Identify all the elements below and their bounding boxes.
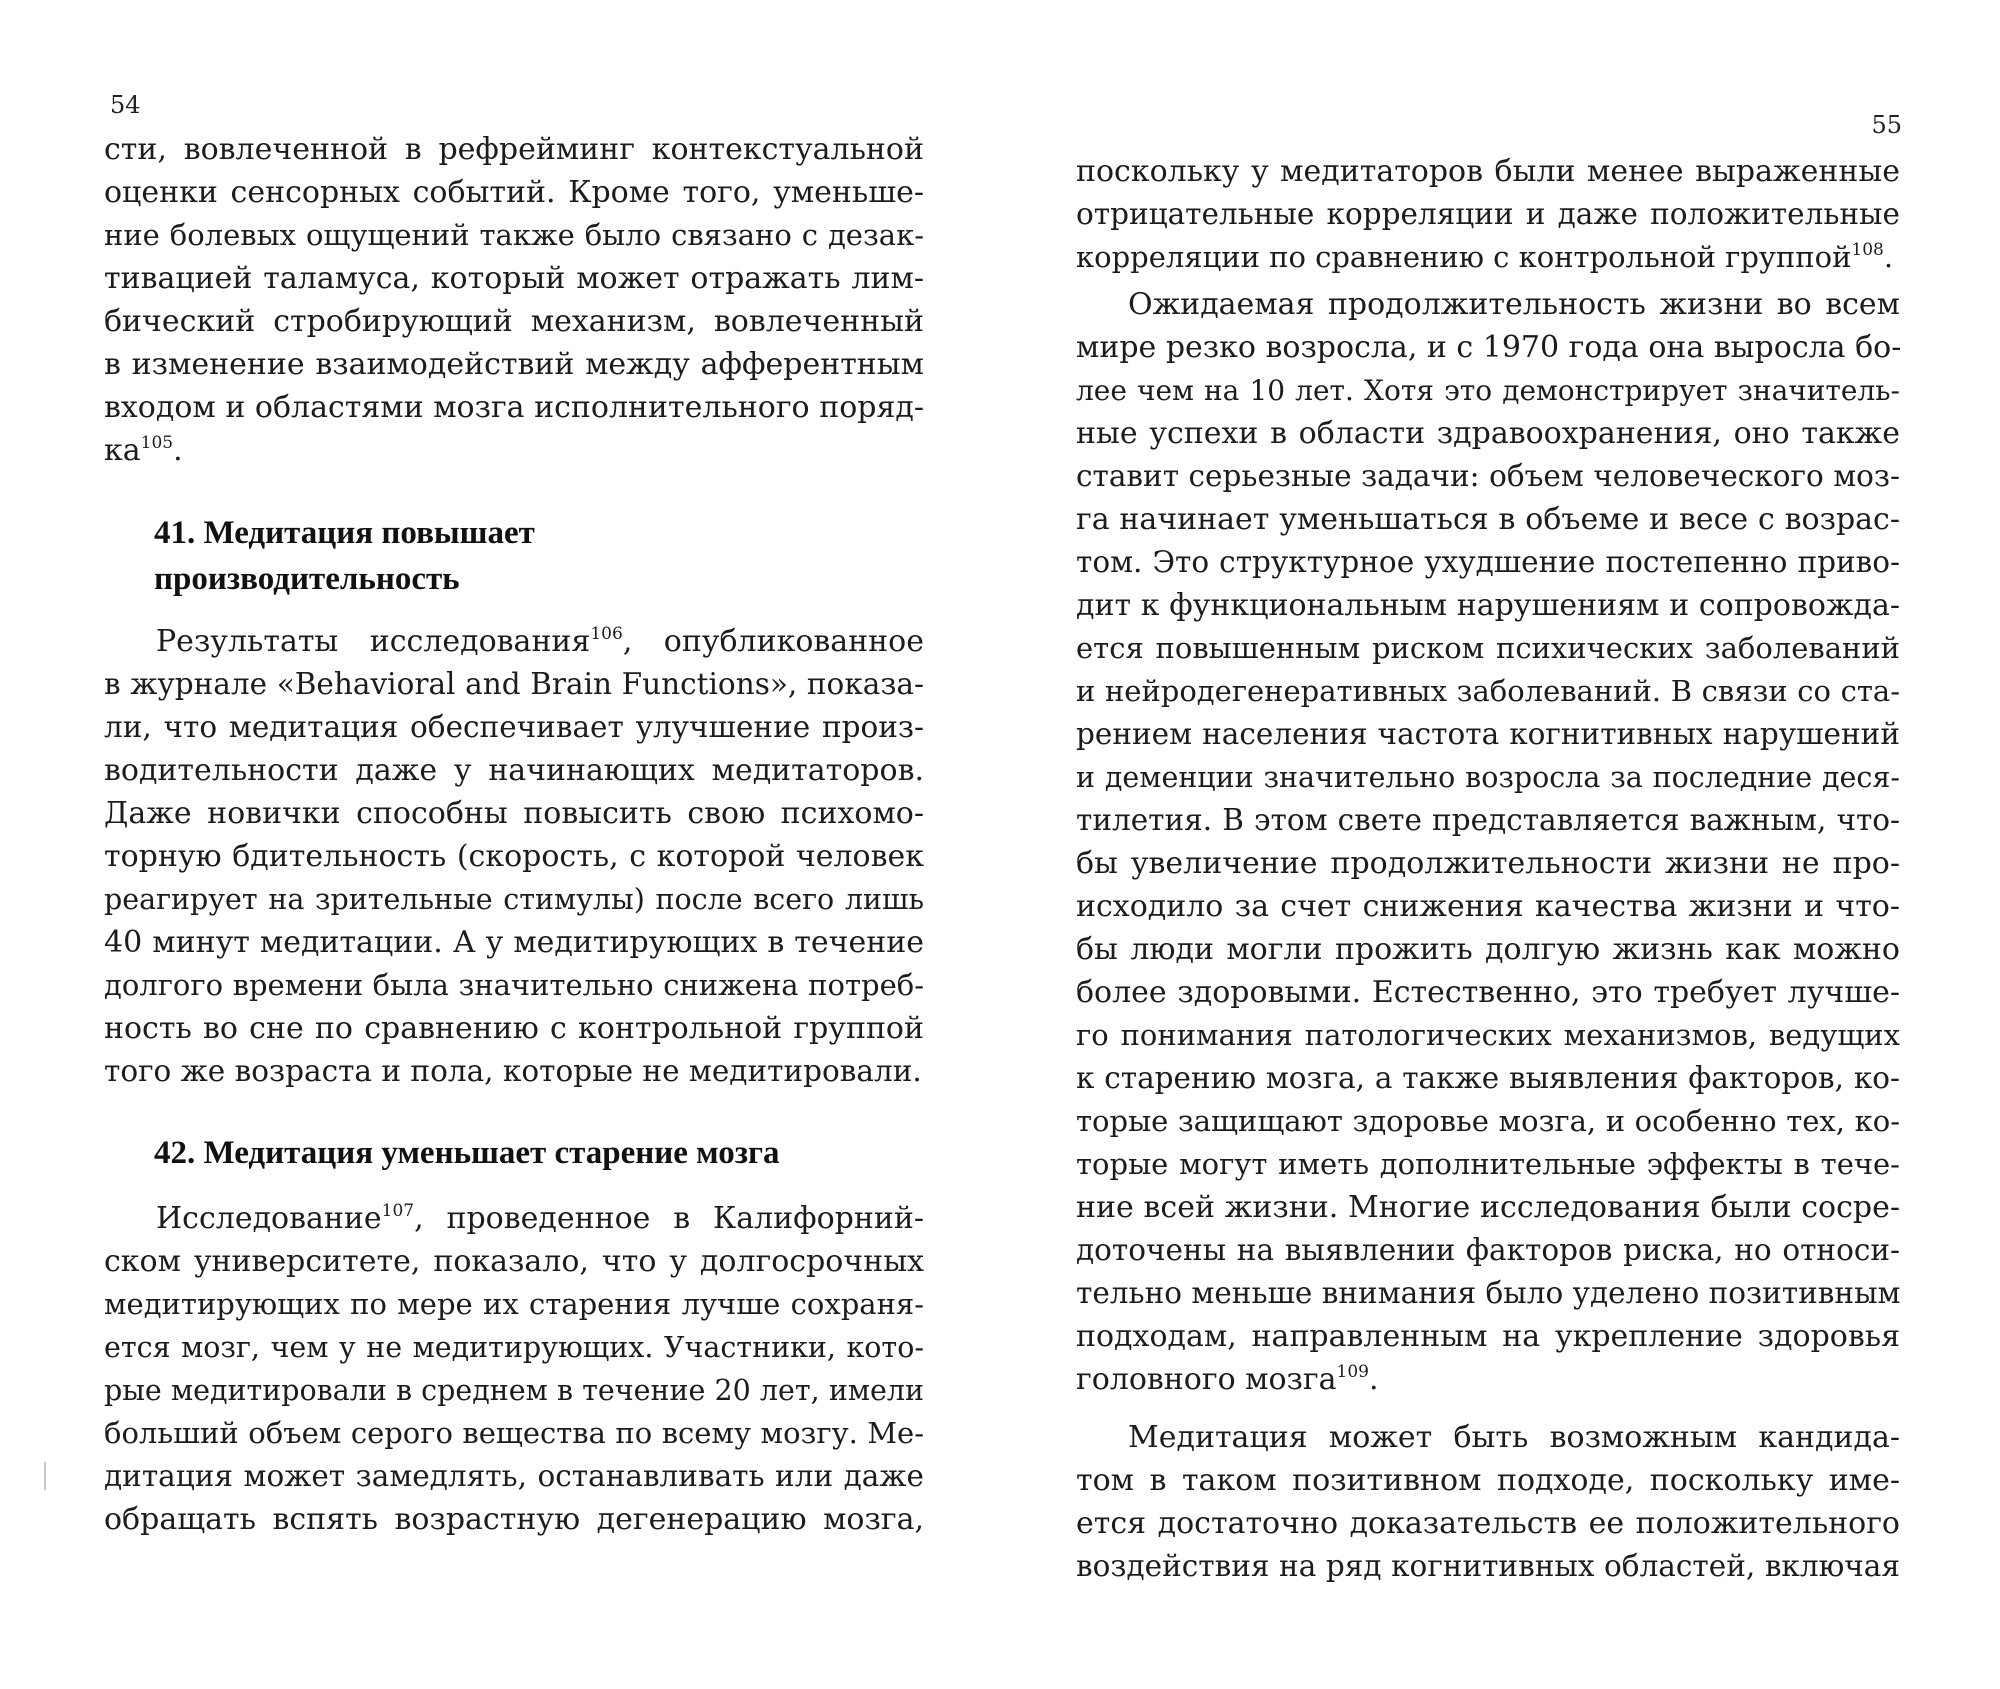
section-41-paragraph [104,620,924,1093]
text-line: медитирующих по мере их старения лучше сохраня- [104,1287,924,1321]
text-line: тилетия. В этом свете представляется важным, что- [1076,803,1900,837]
scan-artifact [44,1462,46,1490]
heading-line: 42. Медитация уменьшает старение мозга [154,1135,780,1171]
text-line: Ожидаемая продолжительность жизни во всем [1128,287,1900,322]
text-line: лее чем на 10 лет. Хотя это демонстрирует значитель- [1076,374,1900,407]
text-line: и деменции значительно возросла за последние деся- [1076,761,1900,794]
text-line: ставит серьезные задачи: объем человеческого моз- [1076,459,1900,493]
text-line [104,1197,924,1240]
text-line: и нейродегенеративных заболеваний. В связи со ста- [1076,674,1900,708]
text-fragment: , опубликованное [622,624,924,659]
right-life-expectancy-paragraph [1076,283,1900,1401]
text-line: сти, вовлеченной в рефрейминг контекстуальной [104,132,924,167]
page-number-left: 54 [110,91,141,119]
text-line: ется достаточно доказательств ее положительного [1076,1506,1900,1541]
text-line: торые защищают здоровье мозга, и особенно тех, ко- [1076,1104,1900,1138]
text-fragment: корреляции по сравнению с контрольной группой [1076,240,1852,274]
right-meditation-paragraph [1076,1416,1900,1588]
text-line: долгого времени была значительно снижена потреб- [104,968,924,1002]
left-intro-paragraph [104,128,924,472]
text-line: ли, что медитация обеспечивает улучшение произ- [104,710,924,744]
text-line: ние болевых ощущений также было связано с дезак- [104,218,924,252]
text-line: 40 минут медитации. А у медитирующих в течение [104,925,924,960]
text-line: ность во сне по сравнению с контрольной группой [104,1011,924,1046]
heading-line: производительность [154,561,460,597]
text-line [104,620,924,663]
text-line: в изменение взаимодействий между афферентным [104,347,924,382]
text-line: к старению мозга, а также выявления факторов, ко- [1076,1061,1900,1095]
text-line: бический стробирующий механизм, вовлеченный [104,304,924,339]
section-42-paragraph [104,1197,924,1541]
text-fragment: . [1883,240,1894,274]
text-line: ные успехи в области здравоохранения, оно также [1076,416,1900,451]
text-line: реагирует на зрительные стимулы) после всего лишь [104,883,924,916]
text-fragment: Результаты исследования [156,624,591,659]
text-line: обращать вспять возрастную дегенерацию мозга, [104,1502,924,1537]
text-line: рением населения частота когнитивных нарушений [1076,717,1900,751]
text-line: Медитация может быть возможным кандида- [1128,1420,1900,1455]
text-line: ется повышенным риском психических заболеваний [1076,631,1900,665]
text-line: дитация может замедлять, останавливать или даже [104,1459,924,1493]
footnote-ref: 109 [1336,1362,1369,1382]
footnote-ref: 107 [381,1201,415,1221]
text-line: входом и областями мозга исполнительного поряд- [104,390,924,425]
text-line: торые могут иметь дополнительные эффекты в тече- [1076,1147,1900,1181]
text-line: более здоровыми. Естественно, это требует лучше- [1076,975,1900,1010]
section-42-heading [154,1130,779,1176]
text-fragment: ка [104,433,141,468]
text-fragment: головного мозга [1076,1362,1337,1397]
text-line: того же возраста и пола, которые не медитировали. [104,1054,922,1088]
text-line: водительности даже у начинающих медитаторов. [104,753,924,788]
text-line [1076,236,1900,279]
footnote-ref: 106 [590,624,623,644]
text-line: рые медитировали в среднем в течение 20 лет, имели [104,1374,924,1407]
text-fragment: , проведенное в Калифорний- [414,1201,924,1236]
heading-line: 41. Медитация повышает [154,515,535,551]
text-line [1076,1358,1900,1401]
text-line: тивацией таламуса, который может отражать лим- [104,261,924,296]
text-line: оценки сенсорных событий. Кроме того, уменьше- [104,175,924,210]
text-line: го понимания патологических механизмов, ведущих [1076,1018,1900,1052]
text-line: ние всей жизни. Многие исследования были сосре- [1076,1190,1900,1225]
text-line: ется мозг, чем у не медитирующих. Участники, кото- [104,1331,924,1364]
text-line: том. Это структурное ухудшение постепенно приво- [1076,545,1900,579]
text-line [104,429,924,472]
text-line: мире резко возросла, и с 1970 года она выросла бо- [1076,330,1902,365]
text-line: исходило за счет снижения качества жизни и что- [1076,889,1900,924]
text-line: доточены на выявлении факторов риска, но относи- [1076,1233,1900,1267]
text-line: отрицательные корреляции и даже положительные [1076,197,1900,231]
text-fragment: . [173,433,183,468]
text-line: бы увеличение продолжительности жизни не про- [1076,846,1900,881]
text-line: в журнале «Behavioral and Brain Functions», показа- [104,667,924,701]
text-line: поскольку у медитаторов были менее выраженные [1076,154,1900,189]
text-line: больший объем серого вещества по всему мозгу. Ме- [104,1416,924,1450]
text-line: Даже новички способны повысить свою психомо- [104,796,924,831]
text-line: подходам, направленным на укрепление здоровья [1076,1319,1900,1354]
text-line: ском университете, показало, что у долгосрочных [104,1244,924,1279]
text-fragment: . [1368,1362,1379,1397]
text-line: торную бдительность (скорость, с которой человек [104,839,924,874]
text-line: бы люди могли прожить долгую жизнь как можно [1076,932,1900,967]
footnote-ref: 108 [1851,240,1884,260]
section-41-heading [154,510,535,602]
page-number-right: 55 [1871,111,1902,139]
text-fragment: Исследование [156,1201,382,1236]
text-line: том в таком позитивном подходе, поскольку име- [1076,1463,1900,1498]
text-line: га начинает уменьшаться в объеме и весе с возрас- [1076,502,1900,537]
text-line: дит к функциональным нарушениям и сопровожда- [1076,588,1900,623]
footnote-ref: 105 [140,433,174,453]
text-line: тельно меньше внимания было уделено позитивным [1076,1276,1901,1310]
text-line: воздействия на ряд когнитивных областей, включая [1076,1549,1900,1583]
right-intro-paragraph [1076,150,1900,279]
